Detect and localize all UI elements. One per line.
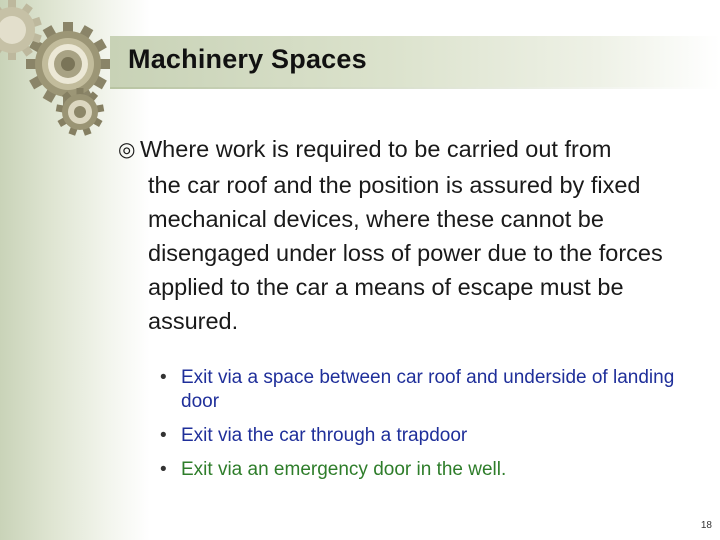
main-bullet-first-line	[118, 132, 693, 168]
dot-bullet-icon: •	[160, 459, 167, 480]
sub-bullet-text: Exit via the car through a trapdoor	[181, 425, 468, 446]
page-number: 18	[700, 520, 712, 531]
main-bullet-continuation: the car roof and the position is assured by fixed mechanical devices, where these cannot be disengaged under loss of power due to the forces applied to the car a means of escape must be assured.	[148, 172, 663, 334]
sub-bullet-item	[160, 366, 690, 414]
main-bullet-line1-text: Where work is required to be carried out from	[140, 136, 612, 162]
title-divider	[110, 87, 720, 89]
main-bullet	[118, 132, 693, 338]
small-gear-icon	[56, 88, 104, 136]
slide-title: Machinery Spaces	[128, 44, 367, 74]
ring-bullet-icon: ◎	[118, 139, 136, 161]
dot-bullet-icon: •	[160, 367, 167, 388]
sub-bullet-item	[160, 458, 690, 482]
gears-icon	[0, 0, 120, 140]
sub-bullet-item	[160, 424, 690, 448]
dot-bullet-icon: •	[160, 425, 167, 446]
sub-bullet-text: Exit via an emergency door in the well.	[181, 459, 507, 480]
sub-bullet-list	[160, 366, 690, 492]
sub-bullet-text: Exit via a space between car roof and underside of landing door	[181, 367, 675, 412]
